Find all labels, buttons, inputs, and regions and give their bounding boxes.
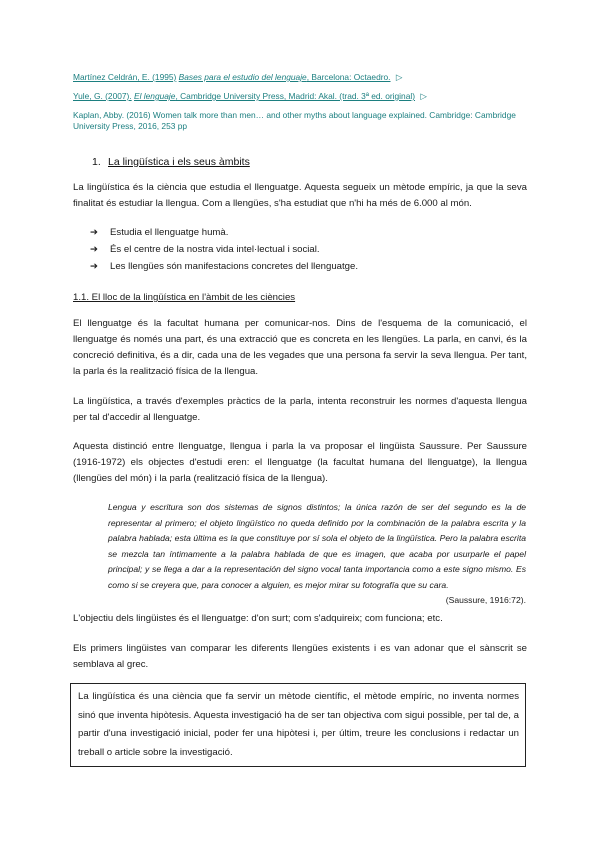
arrow-icon: ➔ [90, 261, 99, 272]
external-link-icon[interactable]: ▷ [420, 91, 427, 101]
reference-1-title[interactable]: Bases para el estudio del lenguaje [178, 72, 307, 82]
paragraph-language: El llenguatge és la facultat humana per comunicar-nos. Dins de l'esquema de la comunicació, el llenguatge és només una part, és una extracció que es concreta en les llengües. La parla, en canvi, és la concreció definitiva, és a dir, cada una de les vegades que una persona fa servir la seva llengua. Per tant, la parla és la realització física de la llengua. [73, 318, 527, 377]
reference-2-author[interactable]: Yule, G. (2007). [73, 91, 132, 101]
list-item-text: Estudia el llenguatge humà. [110, 227, 229, 238]
reference-2-rest[interactable]: , Cambridge University Press, Madrid: Akal. (trad. 3ª ed. original) [175, 91, 416, 101]
arrow-icon: ➔ [90, 227, 99, 238]
list-item [90, 224, 510, 241]
summary-box-text: La lingüística és una ciència que fa servir un mètode científic, el mètode empíric, no inventa normes sinó que inventa hipòtesis. Aquesta investigació ha de ser tan objectiva com sigui possible, per tal de, a partir d'una investigació inicial, poder fer una hipòtesi i, per últim, treure les conclusions i redactar un treball o article sobre la investigació. [78, 691, 519, 758]
paragraph-objective: L'objectiu dels lingüistes és el llenguatge: d'on surt; com s'adquireix; com funciona; etc. [73, 613, 443, 624]
quote-block [108, 500, 526, 609]
paragraph-linguistics: La lingüística, a través d'exemples pràctics de la parla, intenta reconstruir les normes d'aquesta llengua per tal d'accedir al llenguatge. [73, 396, 527, 423]
arrow-icon: ➔ [90, 244, 99, 255]
reference-1[interactable] [73, 72, 528, 83]
intro-paragraph: La lingüística és la ciència que estudia el llenguatge. Aquesta segueix un mètode empíric, ja que la seva finalitat és estudiar la llengua. Com a llengües, s'ha estudiat que n'hi ha més de 6.000 al món. [73, 182, 527, 209]
subsection-heading: 1.1. El lloc de la lingüística en l'àmbit de les ciències [73, 292, 296, 303]
list-item-text: Les llengües són manifestacions concretes del llenguatge. [110, 261, 358, 272]
quote-text: Lengua y escritura son dos sistemas de signos distintos; la única razón de ser del segundo es la de representar al primero; el objeto lingüístico no queda definido por la combinación de la palabra escrita y la palabra hablada; esta última es la que constituye por sí sola el objeto de la lingüística. Pero la palabra escrita se mezcla tan íntimamente a la palabra hablada de que es imagen, que acaba por usurparle el papel principal; y se llega a dar a la representación del signo vocal tanta importancia como a este signo mismo. Es como si se creyera que, para conocer a alguien, es mejor mirar su fotografía que su cara. [108, 502, 526, 590]
external-link-icon[interactable]: ▷ [395, 72, 403, 82]
reference-3: Kaplan, Abby. (2016) Women talk more than men… and other myths about language explained. Cambridge: Cambridge University Press, 2016, 253 pp [73, 110, 516, 131]
bullet-list [90, 224, 510, 275]
section-title: La lingüística i els seus àmbits [108, 156, 250, 168]
quote-citation: (Saussure, 1916:72). [445, 595, 526, 605]
section-heading [92, 156, 250, 168]
reference-2[interactable] [73, 91, 528, 102]
paragraph-first-linguists: Els primers lingüistes van comparar les diferents llengües existents i es van adonar que el sànscrit se semblava al grec. [73, 643, 527, 670]
list-item [90, 258, 510, 275]
list-item-text: És el centre de la nostra vida intel·lectual i social. [110, 244, 320, 255]
section-number: 1. [92, 156, 101, 168]
reference-2-title[interactable]: El lenguaje [134, 91, 176, 101]
reference-1-rest[interactable]: , Barcelona: Octaedro. [306, 72, 391, 82]
list-item [90, 241, 510, 258]
summary-box [70, 683, 526, 767]
reference-1-author[interactable]: Martínez Celdrán, E. (1995) [73, 72, 177, 82]
paragraph-saussure: Aquesta distinció entre llenguatge, llengua i parla la va proposar el lingüista Saussure. Per Saussure (1916-1972) els objectes d'estudi eren: el llenguatge (la facultat humana del llenguatge), la llengua (llengües del món) i la parla (realització física de la llengua). [73, 441, 527, 484]
